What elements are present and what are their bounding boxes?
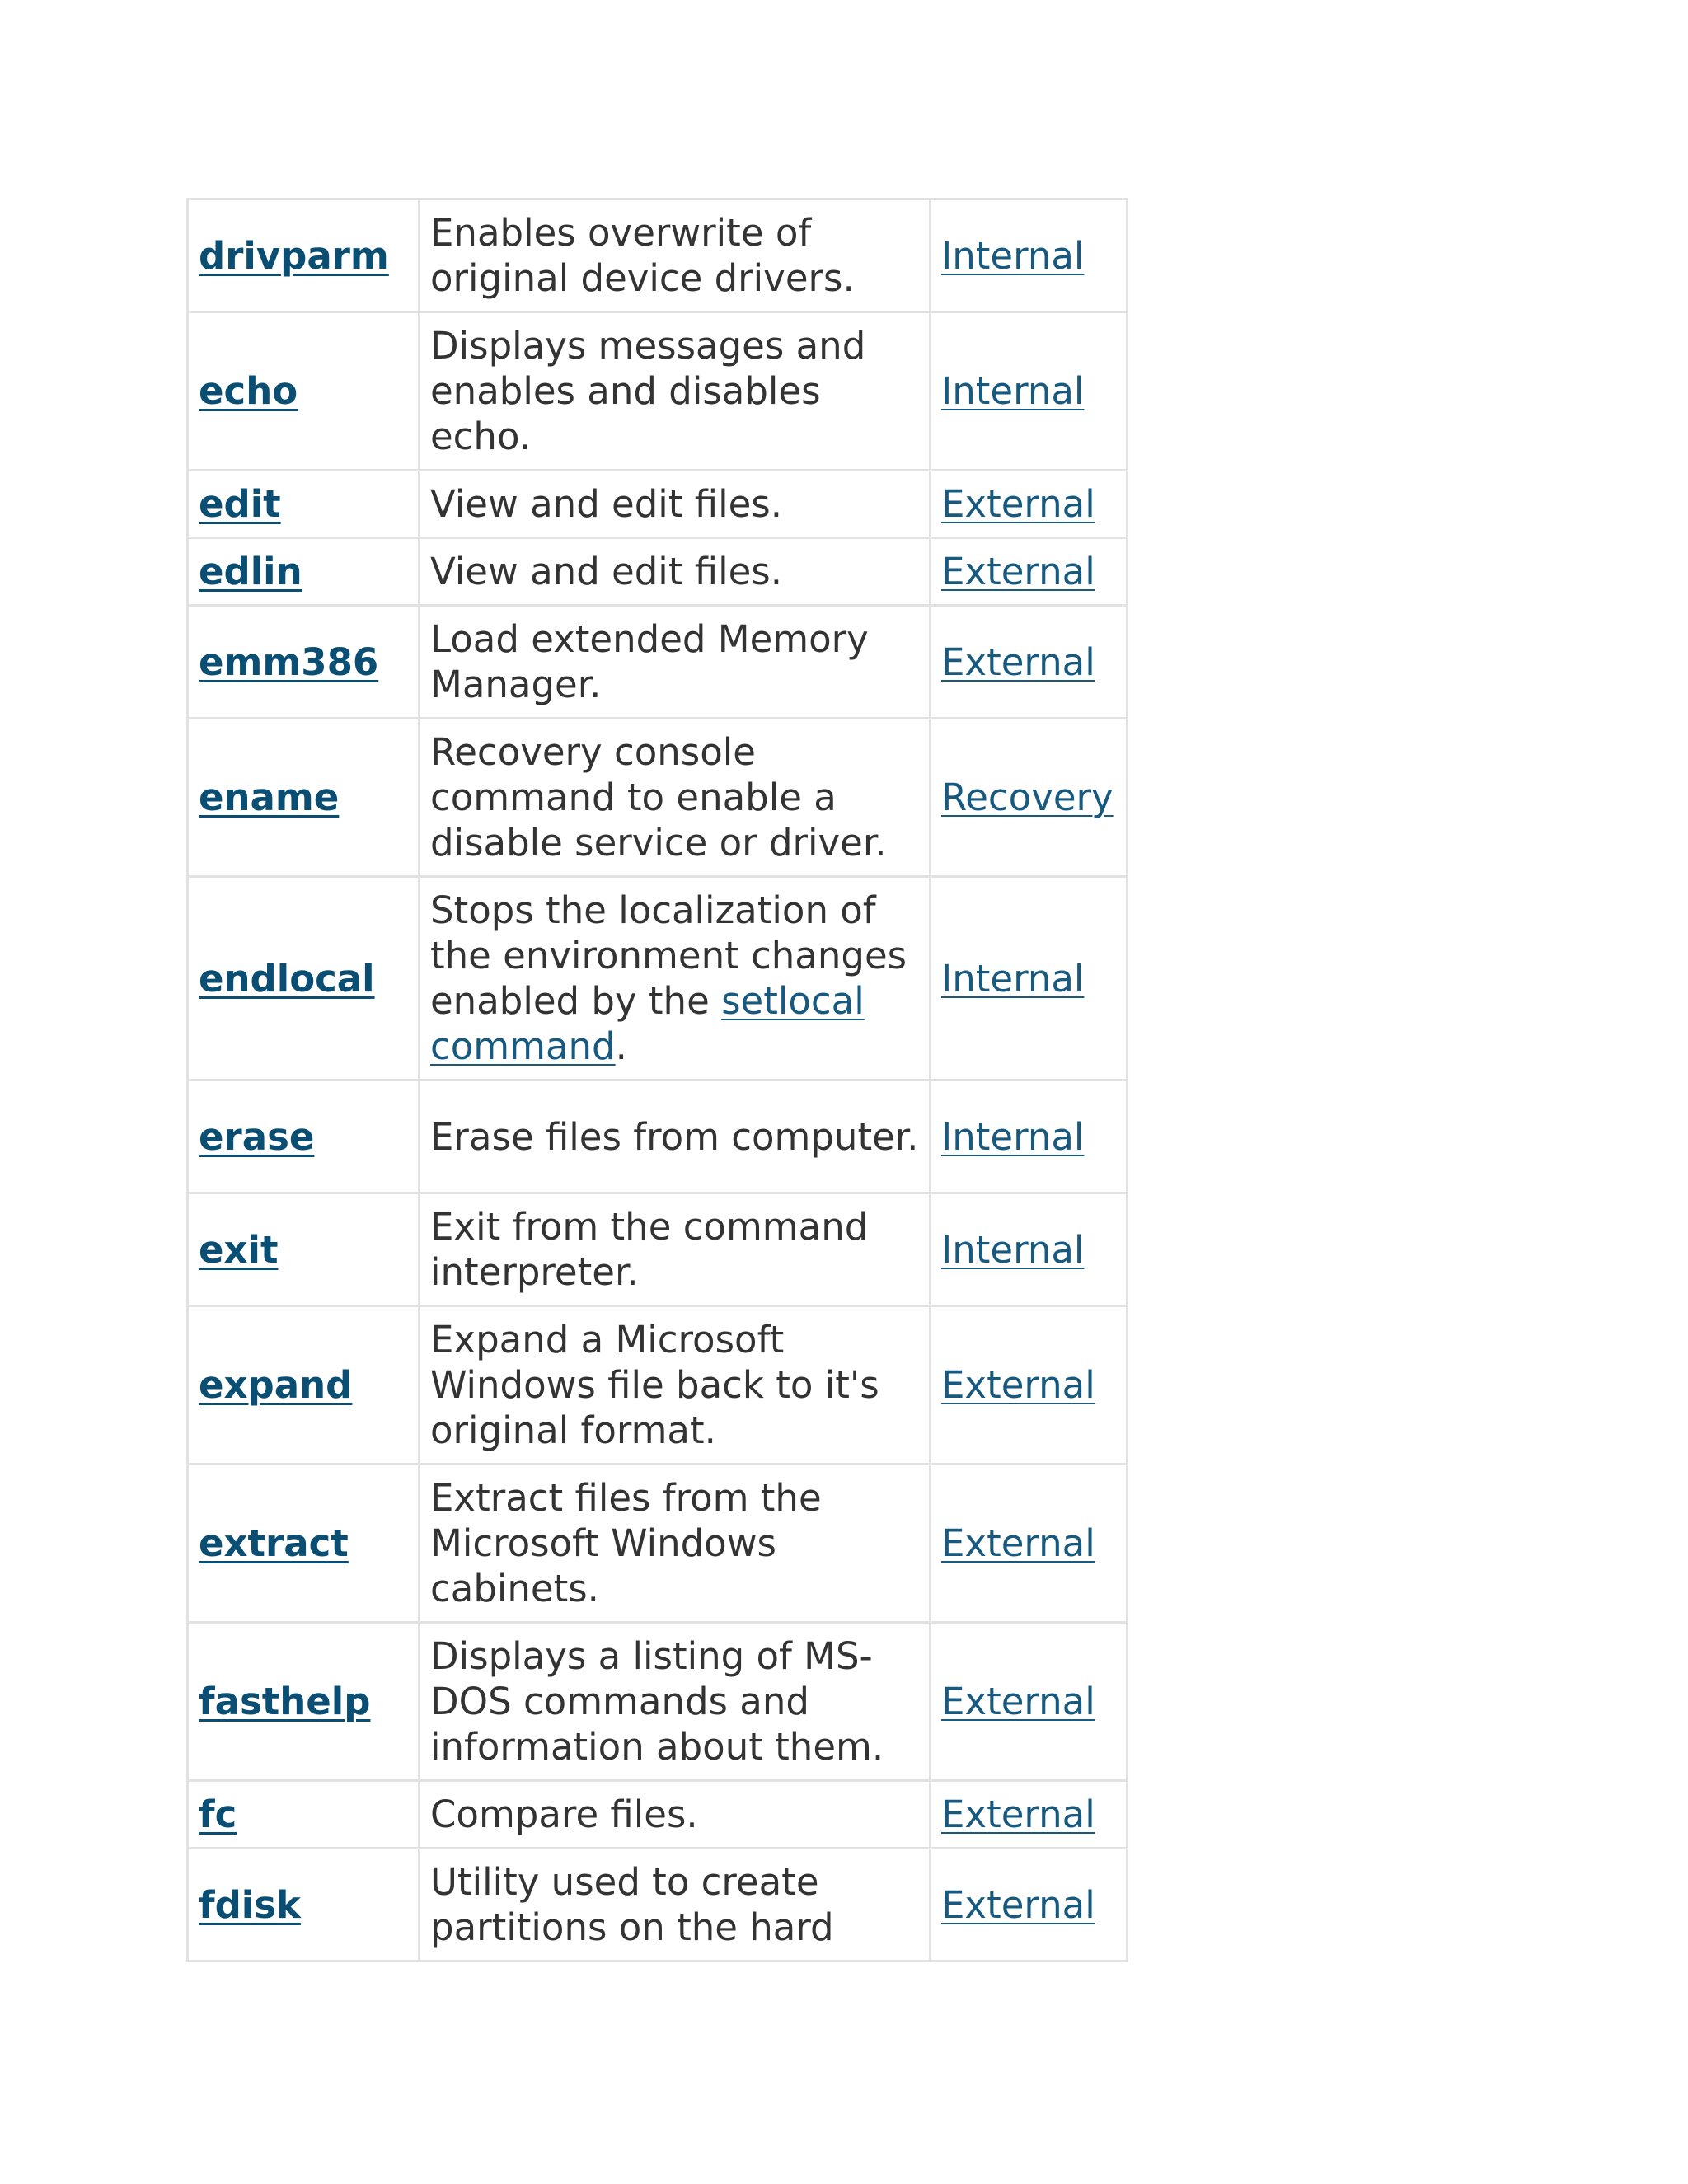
- table-row: [188, 606, 1128, 719]
- table-row: [188, 1193, 1128, 1306]
- type-link[interactable]: Internal: [941, 369, 1085, 413]
- command-link-expand[interactable]: expand: [199, 1363, 353, 1407]
- command-cell: [188, 719, 420, 877]
- command-cell: [188, 312, 420, 471]
- type-cell: [931, 1193, 1128, 1306]
- command-link-emm386[interactable]: emm386: [199, 640, 379, 684]
- type-cell: [931, 199, 1128, 312]
- table-row: [188, 719, 1128, 877]
- type-cell: [931, 1465, 1128, 1623]
- type-link[interactable]: External: [941, 482, 1095, 526]
- command-link-extract[interactable]: extract: [199, 1521, 349, 1565]
- type-cell: [931, 1781, 1128, 1849]
- type-cell: [931, 1306, 1128, 1465]
- command-cell: [188, 1306, 420, 1465]
- description-cell: [420, 877, 931, 1080]
- description-cell: View and edit files.: [420, 538, 931, 606]
- command-link-exit[interactable]: exit: [199, 1227, 279, 1272]
- command-cell: [188, 1465, 420, 1623]
- command-link-fdisk[interactable]: fdisk: [199, 1882, 301, 1927]
- type-link[interactable]: External: [941, 1363, 1095, 1407]
- command-link-drivparm[interactable]: drivparm: [199, 233, 389, 278]
- command-cell: [188, 606, 420, 719]
- table-row: [188, 1465, 1128, 1623]
- table-row: [188, 199, 1128, 312]
- type-link[interactable]: Internal: [941, 1114, 1085, 1159]
- command-cell: [188, 1080, 420, 1193]
- type-link[interactable]: External: [941, 550, 1095, 593]
- description-cell: Erase files from computer.: [420, 1080, 931, 1193]
- type-link[interactable]: Recovery: [941, 776, 1114, 819]
- table-row: [188, 312, 1128, 471]
- command-link-edlin[interactable]: edlin: [199, 550, 302, 593]
- type-link[interactable]: Internal: [941, 1227, 1085, 1272]
- commands-table: [186, 198, 1128, 1962]
- type-cell: [931, 312, 1128, 471]
- table-row: [188, 1849, 1128, 1961]
- command-link-fasthelp[interactable]: fasthelp: [199, 1680, 371, 1723]
- setlocal-command-link[interactable]: setlocal command: [430, 979, 865, 1068]
- description-cell: Displays a listing of MS-DOS commands and information about them.: [420, 1623, 931, 1781]
- command-link-erase[interactable]: erase: [199, 1114, 315, 1159]
- table-row: [188, 877, 1128, 1080]
- description-cell: Displays messages and enables and disables echo.: [420, 312, 931, 471]
- type-cell: [931, 606, 1128, 719]
- description-text-end: .: [615, 1024, 627, 1068]
- table-row: [188, 538, 1128, 606]
- description-cell: Expand a Microsoft Windows file back to it's original format.: [420, 1306, 931, 1465]
- description-cell: Compare files.: [420, 1781, 931, 1849]
- type-link[interactable]: External: [941, 1680, 1095, 1723]
- command-link-ename[interactable]: ename: [199, 776, 340, 819]
- type-cell: [931, 719, 1128, 877]
- command-link-endlocal[interactable]: endlocal: [199, 956, 375, 1001]
- description-cell: View and edit files.: [420, 471, 931, 538]
- type-link[interactable]: External: [941, 1793, 1095, 1836]
- command-cell: [188, 1781, 420, 1849]
- command-cell: [188, 1193, 420, 1306]
- command-cell: [188, 1623, 420, 1781]
- type-link[interactable]: External: [941, 640, 1095, 684]
- description-cell: Recovery console command to enable a disable service or driver.: [420, 719, 931, 877]
- description-cell: Extract files from the Microsoft Windows cabinets.: [420, 1465, 931, 1623]
- command-cell: [188, 1849, 420, 1961]
- table-row: [188, 1080, 1128, 1193]
- command-cell: [188, 877, 420, 1080]
- description-cell: Enables overwrite of original device drivers.: [420, 199, 931, 312]
- table-row: [188, 1781, 1128, 1849]
- command-link-edit[interactable]: edit: [199, 482, 281, 526]
- command-cell: [188, 199, 420, 312]
- type-link[interactable]: External: [941, 1521, 1095, 1565]
- type-cell: [931, 538, 1128, 606]
- table-row: [188, 1306, 1128, 1465]
- type-link[interactable]: Internal: [941, 233, 1085, 278]
- type-link[interactable]: External: [941, 1882, 1095, 1927]
- description-text: Stops the localization of the environment changes enabled by the: [430, 888, 907, 1023]
- command-link-echo[interactable]: echo: [199, 369, 298, 413]
- table-row: [188, 1623, 1128, 1781]
- command-link-fc[interactable]: fc: [199, 1793, 237, 1836]
- table-row: [188, 471, 1128, 538]
- description-cell: Load extended Memory Manager.: [420, 606, 931, 719]
- command-cell: [188, 538, 420, 606]
- type-cell: [931, 877, 1128, 1080]
- type-link[interactable]: Internal: [941, 956, 1085, 1001]
- type-cell: [931, 1623, 1128, 1781]
- description-cell: Exit from the command interpreter.: [420, 1193, 931, 1306]
- command-cell: [188, 471, 420, 538]
- type-cell: [931, 1080, 1128, 1193]
- description-cell: Utility used to create partitions on the hard: [420, 1849, 931, 1961]
- type-cell: [931, 1849, 1128, 1961]
- type-cell: [931, 471, 1128, 538]
